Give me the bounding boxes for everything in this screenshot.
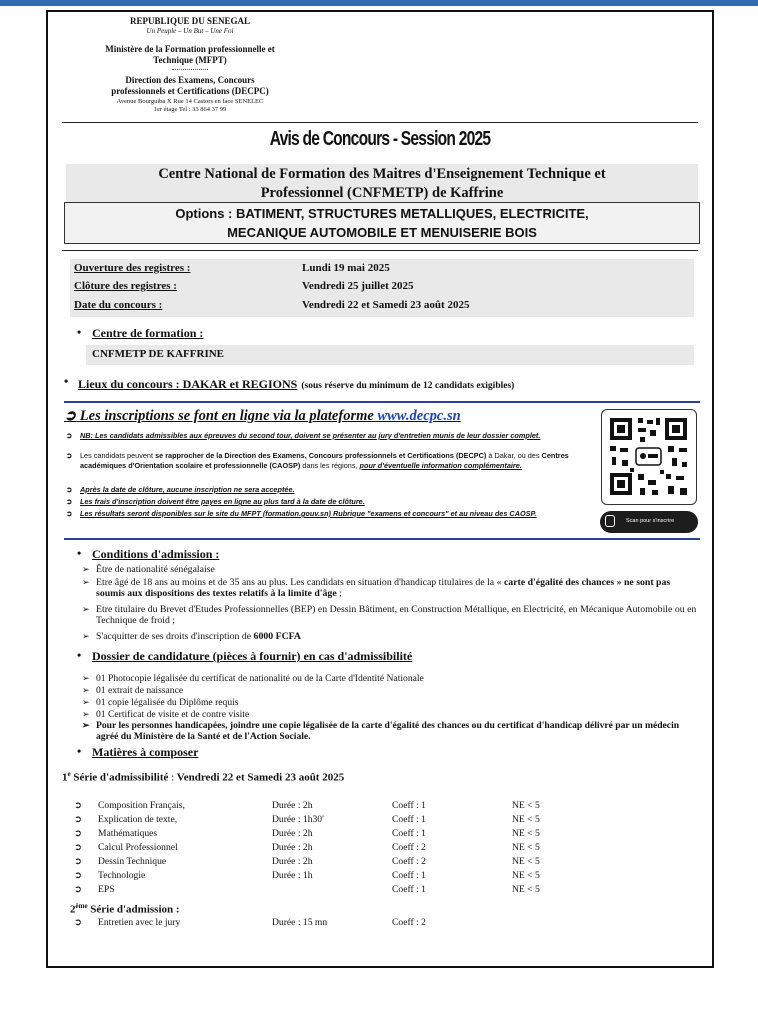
note-cloture: ➲ Après la date de clôture, aucune inscription ne sera acceptée. — [66, 485, 295, 494]
lieux-note: (sous réserve du minimum de 12 candidats exigibles) — [301, 381, 515, 391]
bullet-dot: • — [64, 374, 69, 388]
condition-diplome: ➢ Etre titulaire du Brevet d'Etudes Professionnelles (BEP) en Dessin Bâtiment, en Construction Métallique, en Electricité, en Mécanique Automobile ou en Technique de froid ; — [82, 604, 697, 627]
qr-code[interactable] — [601, 409, 697, 505]
dossier-item: ➢ 01 Photocopie légalisée du certificat de nationalité ou de la Carte d'Identité Nationale — [82, 673, 424, 684]
table-row: ➲ Calcul Professionnel Durée : 2h Coeff : 2 NE < 5 — [74, 842, 540, 853]
conditions-heading: Conditions d'admission : — [92, 547, 220, 561]
arrow-icon: ➢ — [82, 577, 90, 587]
centre-name-line-1: Centre National de Formation des Maitres d'Enseignement Technique et — [158, 166, 606, 182]
scan-label: Scan pour s'inscrire — [626, 518, 675, 524]
inscriptions-title-text: Les inscriptions se font en ligne via la plateforme — [79, 408, 374, 424]
arrow-icon: ➲ — [66, 431, 73, 440]
arrow-icon: ➲ — [74, 917, 83, 928]
direction-line-2: professionnels et Certifications (DECPC) — [111, 86, 269, 96]
bullet-dot: • — [77, 648, 82, 662]
arrow-icon: ➲ — [66, 497, 73, 506]
arrow-icon: ➲ — [74, 856, 83, 867]
arrow-icon: ➢ — [82, 709, 90, 719]
inscriptions-bottom-rule — [64, 538, 700, 540]
date-label-concours: Date du concours : — [74, 299, 163, 311]
arrow-icon: ➲ — [74, 800, 83, 811]
serie-2-heading: 2ème Série d'admission : — [70, 902, 180, 916]
inscriptions-top-rule — [64, 401, 700, 403]
table-row: ➲ Explication de texte, Durée : 1h30' Coeff : 1 NE < 5 — [74, 814, 540, 825]
arrow-icon: ➲ — [74, 842, 83, 853]
serie-1-heading: 1e Série d'admissibilité : Vendredi 22 et Samedi 23 août 2025 — [62, 770, 345, 784]
arrow-icon: ➢ — [82, 673, 90, 683]
dossier-handicap: ➢ Pour les personnes handicapées, joindre une copie légalisée de la carte d'égalité des chances ou du certificat d'handicap délivré par un médecin agréé du Ministère de la Santé et de l'Action Sociale. — [82, 720, 680, 742]
centre-formation-value: CNFMETP DE KAFFRINE — [92, 348, 224, 360]
national-motto: Un Peuple – Un But – Une Foi — [146, 27, 234, 35]
arrow-icon: ➢ — [82, 564, 90, 574]
arrow-icon: ➢ — [82, 631, 90, 641]
table-row: ➲ Dessin Technique Durée : 2h Coeff : 2 NE < 5 — [74, 856, 540, 867]
date-label-cloture: Clôture des registres : — [74, 280, 177, 292]
condition-droits: ➢ S'acquitter de ses droits d'inscription de 6000 FCFA — [82, 631, 301, 642]
arrow-icon: ➲ — [64, 408, 77, 424]
options-rule — [62, 250, 698, 251]
dossier-heading: Dossier de candidature (pièces à fournir) en cas d'admissibilité — [92, 649, 413, 663]
phone: 1er étage Tel : 33 864 37 99 — [153, 106, 227, 113]
bullet-dot: • — [77, 546, 82, 560]
arrow-icon: ➲ — [74, 884, 83, 895]
note-resultats: ➲ Les résultats seront disponibles sur le site du MFPT (formation.gouv.sn) Rubrique "examens et concours" et au niveau des CAOSP. — [66, 509, 537, 518]
options-line-2: MECANIQUE AUTOMOBILE ET MENUISERIE BOIS — [227, 225, 537, 240]
table-row: ➲ Composition Français, Durée : 2h Coeff : 1 NE < 5 — [74, 800, 540, 811]
options-box — [64, 202, 700, 244]
arrow-icon: ➢ — [82, 720, 90, 730]
address: Avenue Bourguiba X Rue 14 Castors en face SENELEC — [116, 98, 264, 105]
centre-name — [70, 165, 694, 203]
arrow-icon: ➲ — [74, 828, 83, 839]
date-value-cloture: Vendredi 25 juillet 2025 — [302, 280, 414, 292]
arrow-icon: ➢ — [82, 604, 90, 614]
note-nb: ➲ NB: Les candidats admissibles aux épreuves du second tour, doivent se présenter au jury d'entretien munis de leur dossier complet. — [66, 431, 541, 440]
lieux-main: Lieux du concours : DAKAR et REGIONS — [78, 377, 298, 391]
lieux-line — [78, 375, 514, 393]
dossier-item: ➢ 01 extrait de naissance — [82, 685, 184, 696]
table-row: ➲ EPS Coeff : 1 NE < 5 — [74, 884, 540, 895]
arrow-icon: ➲ — [74, 814, 83, 825]
date-value-ouverture: Lundi 19 mai 2025 — [302, 262, 390, 274]
phone-icon — [605, 515, 615, 527]
date-value-concours: Vendredi 22 et Samedi 23 août 2025 — [302, 299, 470, 311]
arrow-icon: ➲ — [66, 485, 73, 494]
country-name: REPUBLIQUE DU SENEGAL — [129, 16, 251, 26]
note-frais: ➲ Les frais d'inscription doivent être payes en ligne au plus tard à la date de clôture. — [66, 497, 365, 506]
arrow-icon: ➢ — [82, 697, 90, 707]
arrow-icon: ➲ — [74, 870, 83, 881]
table-row: ➲ Technologie Durée : 1h Coeff : 1 NE < 5 — [74, 870, 540, 881]
centre-formation-heading: Centre de formation : — [92, 326, 204, 340]
table-row: ➲ Entretien avec le jury Durée : 15 mn Coeff : 2 — [74, 917, 426, 928]
dossier-item: ➢ 01 Certificat de visite et de contre visite — [82, 709, 250, 720]
table-row: ➲ Mathématiques Durée : 2h Coeff : 1 NE < 5 — [74, 828, 540, 839]
dossier-item: ➢ 01 copie légalisée du Diplôme requis — [82, 697, 239, 708]
ministry-line-1: Ministère de la Formation professionnelle et — [105, 44, 275, 54]
header-rule — [62, 122, 698, 123]
matieres-heading: Matières à composer — [92, 745, 199, 759]
qr-code-icon — [602, 410, 695, 503]
platform-link[interactable]: www.decpc.sn — [377, 408, 461, 424]
condition-age: ➢ Etre âgé de 18 ans au moins et de 35 ans au plus. Les candidats en situation d'handicap titulaires de la « carte d'égalité des chances » ne sont pas soumis aux dispositions des textes relatifs à la limite d'âge ; — [82, 577, 671, 600]
bullet-dot: • — [77, 744, 82, 758]
ministry-line-2: Technique (MFPT) — [153, 55, 227, 65]
header-separator — [172, 69, 208, 70]
date-label-ouverture: Ouverture des registres : — [74, 262, 191, 274]
note-contact: ➲ Les candidats peuvent se rapprocher de la Direction des Examens, Concours professionnels et Certifications (DECPC) à Dakar, ou des Centres académiques d'Orientation scolaire et professionnelle (CAOSP) dans les régions, pour d'éventuelle information complémentaire. — [66, 451, 569, 470]
page-title: Avis de Concours - Session 2025 — [269, 128, 491, 150]
condition-nationalite: ➢ Être de nationalité sénégalaise — [82, 564, 215, 575]
arrow-icon: ➲ — [66, 451, 73, 460]
arrow-icon: ➲ — [66, 509, 73, 518]
options-line-1: Options : BATIMENT, STRUCTURES METALLIQUES, ELECTRICITE, — [175, 206, 589, 221]
direction-line-1: Direction des Examens, Concours — [125, 75, 255, 85]
top-color-band — [0, 0, 758, 6]
inscriptions-title — [64, 408, 461, 425]
scan-button[interactable] — [600, 511, 698, 533]
bullet-dot: • — [77, 325, 82, 339]
arrow-icon: ➢ — [82, 685, 90, 695]
centre-name-line-2: Professionnel (CNFMETP) de Kaffrine — [260, 185, 504, 201]
